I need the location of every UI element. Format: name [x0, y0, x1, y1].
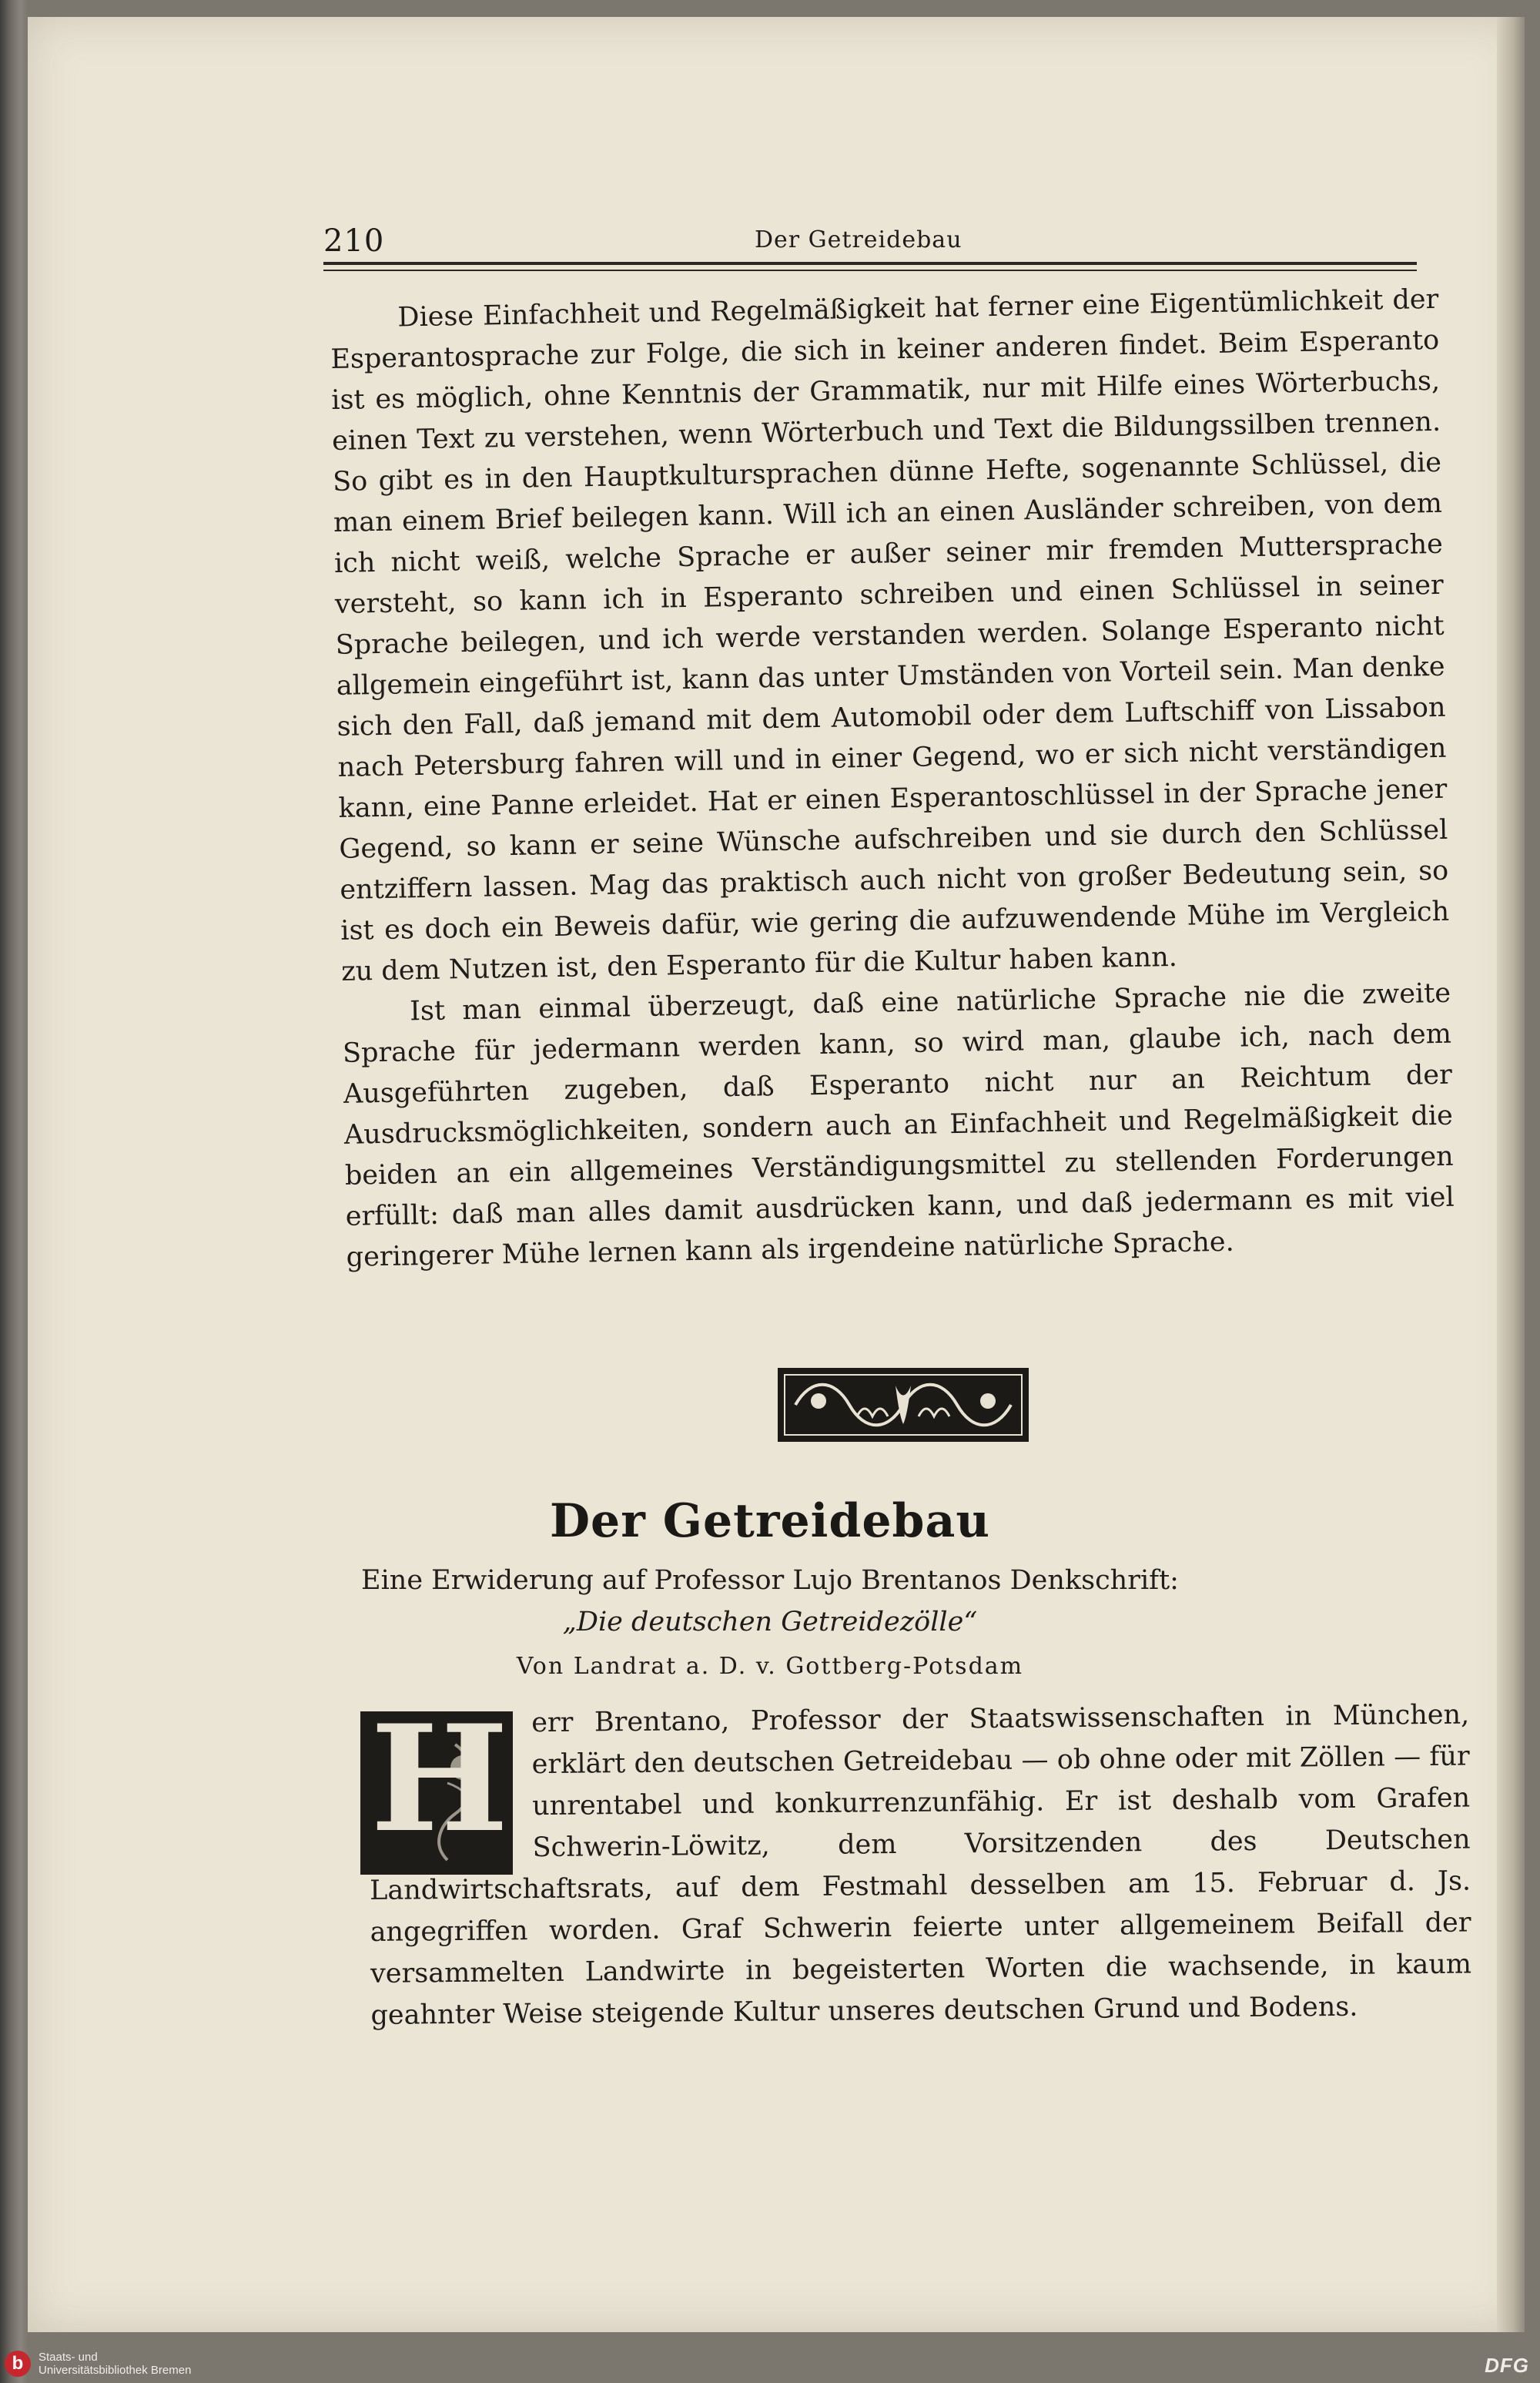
article-title: Der Getreidebau [550, 1494, 990, 1548]
body-text [330, 280, 1455, 1279]
article-byline: Von Landrat a. D. v. Gottberg-Potsdam [516, 1653, 1024, 1680]
library-logo-icon: b [5, 2351, 31, 2377]
page-edge [1497, 17, 1525, 2332]
dfg-logo: DFG [1485, 2354, 1529, 2377]
page-number: 210 [323, 223, 385, 259]
article-subtitle-quote: „Die deutschen Getreidezölle“ [562, 1607, 978, 1637]
library-name [38, 2351, 191, 2377]
library-name-line1: Staats- und [38, 2351, 98, 2364]
article-paragraph: err Brentano, Professor der Staatswissenschaften in München, erklärt den deutschen Getreidebau — ob ohne oder mit Zöllen — für unrentabel und konkurrenzunfähig. Er ist deshalb vom Grafen Schwerin-Löwitz, dem Vorsitzenden des Deutschen Landwirtschaftsrats, auf dem Festmahl desselben am 15. Februar d. Js. angegriffen worden. Graf Schwerin feierte unter allgemeinem Beifall der versammelten Landwirte in begeisterten Worten die wachsende, in kaum geahnter Weise steigende Kultur unseres deutschen Grund und Bodens. [369, 1699, 1472, 2031]
article-subtitle: Eine Erwiderung auf Professor Lujo Brentanos Denkschrift: [361, 1565, 1179, 1596]
library-name-line2: Universitätsbibliothek Bremen [38, 2364, 192, 2377]
running-title: Der Getreidebau [755, 226, 962, 253]
header-rule-thin [323, 270, 1417, 271]
paragraph: Diese Einfachheit und Regelmäßigkeit hat ferner eine Eigentümlichkeit der Esperantosprache zur Folge, die sich in keiner anderen findet. Beim Esperanto ist es möglich, ohne Kenntnis der Grammatik, nur mit Hilfe eines Wörterbuchs, einen Text zu verstehen, wenn Wörterbuch und Text die Bildungssilben trennen. So gibt es in den Hauptkultursprachen dünne Hefte, sogenannte Schlüssel, die man einem Brief beilegen kann. Will ich an einen Ausländer schreiben, von dem ich nicht weiß, welche Sprache er außer seiner mir fremden Muttersprache versteht, so kann ich in Esperanto schreiben und einen Schlüssel in seiner Sprache beilegen, und ich werde verstanden werden. Solange Esperanto nicht allgemein eingeführt ist, kann das unter Umständen von Vorteil sein. Man denke sich den Fall, daß jemand mit dem Automobil oder dem Luftschiff von Lissabon nach Petersburg fahren will und in einer Gegend, wo er sich nicht verständigen kann, eine Panne erleidet. Hat er einen Esperantoschlüssel in der Sprache jener Gegend, so kann er seine Wünsche aufschreiben und sie durch den Schlüssel entziffern lassen. Mag das praktisch auch nicht von großer Bedeutung sein, so ist es doch ein Beweis dafür, wie gering die aufzuwendende Mühe im Vergleich zu dem Nutzen ist, den Esperanto für die Kultur haben kann. [330, 283, 1450, 987]
initial-letter: H [370, 1693, 509, 1865]
header-rule [323, 262, 1417, 265]
paragraph: Ist man einmal überzeugt, daß eine natürliche Sprache nie die zweite Sprache für jedermann werden kann, so wird man, glaube ich, nach dem Ausgeführten zugeben, daß Esperanto nicht nur an Reichtum der Ausdrucksmöglichkeiten, sondern auch an Einfachheit und Regelmäßigkeit die beiden an ein allgemeines Verständigungsmittel zu stellenden Forderungen erfüllt: daß man alles damit ausdrücken kann, und daß jedermann es mit viel geringerer Mühe lernen kann als irgendeine natürliche Sprache. [342, 977, 1455, 1273]
ornament-vignette [778, 1368, 1029, 1442]
article-text [368, 1694, 1472, 2036]
